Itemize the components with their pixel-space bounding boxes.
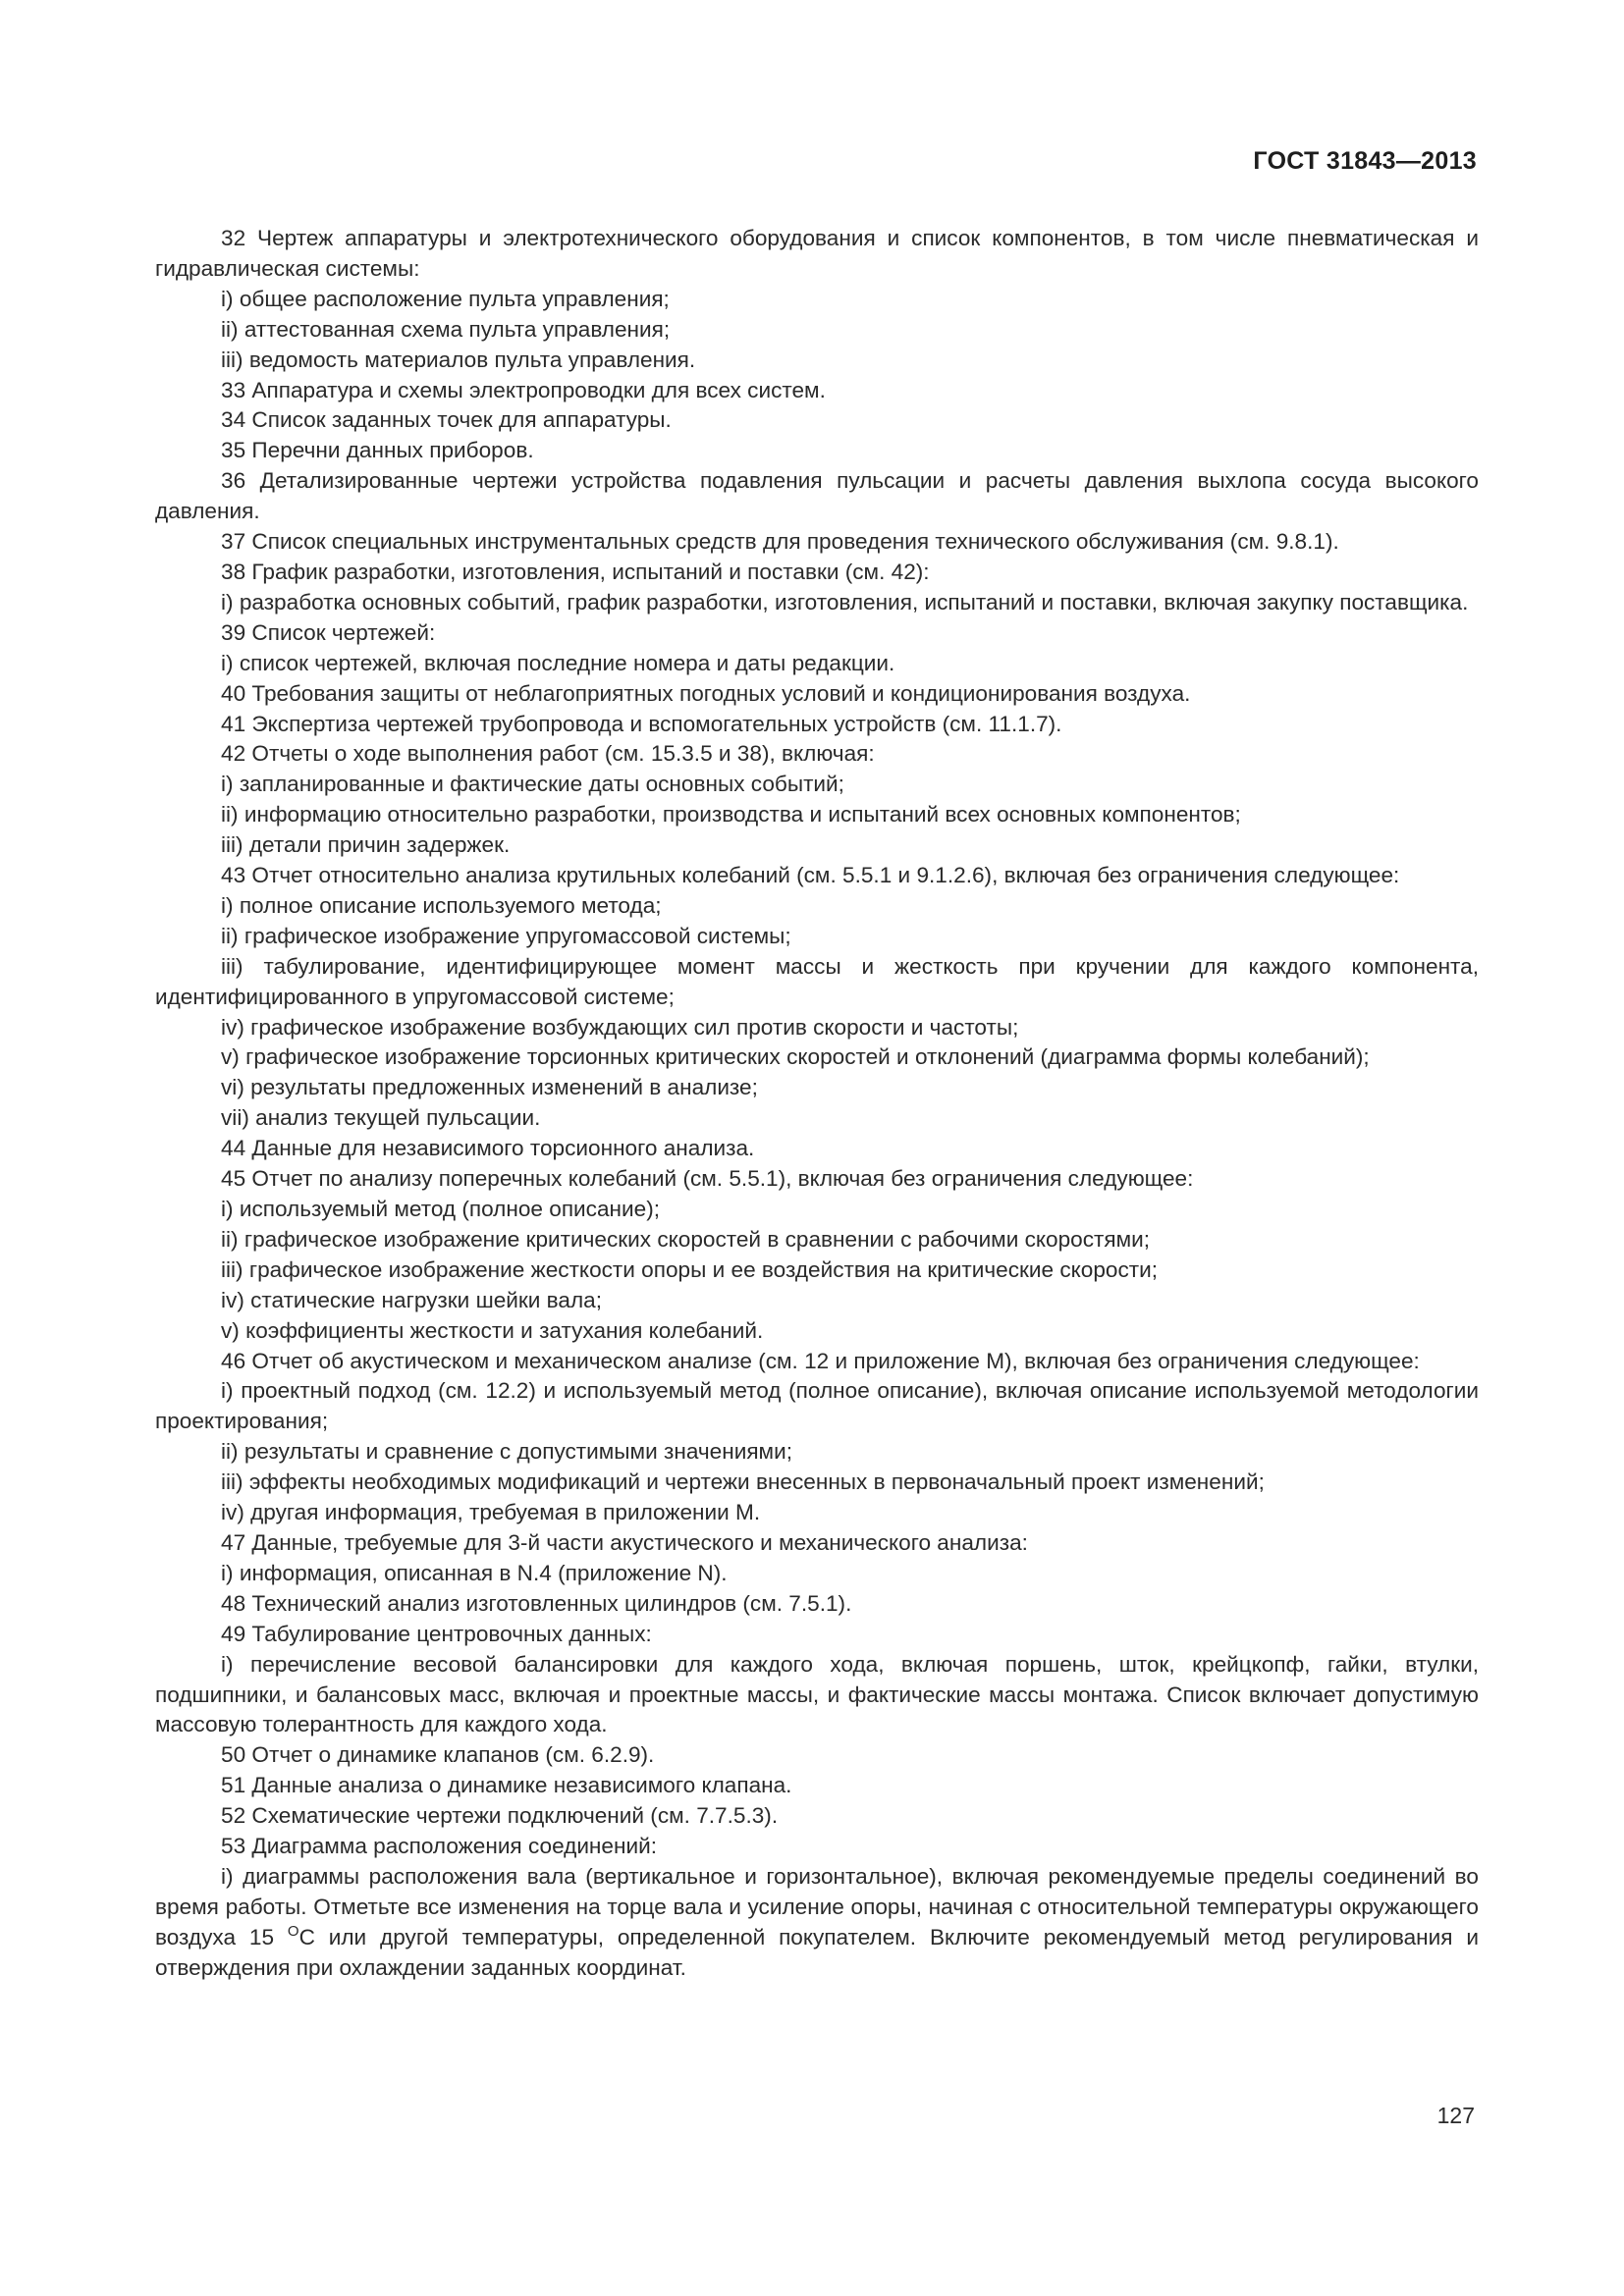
document-body bbox=[155, 224, 1479, 1984]
paragraph-43-vi: vi) результаты предложенных изменений в анализе; bbox=[221, 1075, 758, 1100]
paragraph-51: 51 Данные анализа о динамике независимого клапана. bbox=[221, 1773, 792, 1798]
paragraph-53-i bbox=[155, 1862, 1479, 1984]
paragraph-41: 41 Экспертиза чертежей трубопровода и вспомогательных устройств (см. 11.1.7). bbox=[221, 711, 1062, 736]
paragraph-43-ii: ii) графическое изображение упругомассовой системы; bbox=[221, 923, 791, 948]
paragraph-46: 46 Отчет об акустическом и механическом анализе (см. 12 и приложение М), включая без ограничения следующее: bbox=[221, 1348, 1420, 1373]
paragraph-40: 40 Требования защиты от неблагоприятных погодных условий и кондиционирования воздуха. bbox=[221, 680, 1191, 706]
paragraph-43-i: i) полное описание используемого метода; bbox=[221, 892, 662, 918]
paragraph-36: 36 Детализированные чертежи устройства подавления пульсации и расчеты давления выхлопа сосуда высокого давления. bbox=[155, 468, 1479, 524]
paragraph-42-iii: iii) детали причин задержек. bbox=[221, 832, 511, 858]
paragraph-47: 47 Данные, требуемые для 3-й части акустического и механического анализа: bbox=[221, 1529, 1028, 1555]
paragraph-48: 48 Технический анализ изготовленных цилиндров (см. 7.5.1). bbox=[221, 1590, 852, 1616]
paragraph-39-i: i) список чертежей, включая последние номера и даты редакции. bbox=[221, 650, 895, 675]
paragraph-53-i-text-end: С или другой температуры, определенной покупателем. Включите рекомендуемый метод регулирования и отверждения при охлаждении заданных координат. bbox=[155, 1924, 1479, 1980]
paragraph-43-v: v) графическое изображение торсионных критических скоростей и отклонений (диаграмма формы колебаний); bbox=[221, 1044, 1370, 1070]
paragraph-45-v: v) коэффициенты жесткости и затухания колебаний. bbox=[221, 1317, 764, 1343]
paragraph-53: 53 Диаграмма расположения соединений: bbox=[221, 1834, 657, 1859]
paragraph-33: 33 Аппаратура и схемы электропроводки для всех систем. bbox=[221, 377, 826, 402]
paragraph-45-iii: iii) графическое изображение жесткости опоры и ее воздействия на критические скорости; bbox=[221, 1256, 1159, 1282]
paragraph-45-iv: iv) статические нагрузки шейки вала; bbox=[221, 1287, 602, 1312]
paragraph-45-i: i) используемый метод (полное описание); bbox=[221, 1197, 660, 1221]
paragraph-35: 35 Перечни данных приборов. bbox=[221, 438, 534, 463]
degree-superscript: О bbox=[287, 1922, 299, 1940]
paragraph-49-i: i) перечисление весовой балансировки для каждого хода, включая поршень, шток, крейцкопф, гайки, втулки, подшипники, и балансовых масс, включая и проектные массы, и фактические массы монтажа. Список включает допустимую массовую толерантность для каждого хода. bbox=[155, 1651, 1479, 1737]
paragraph-38-i: i) разработка основных событий, график разработки, изготовления, испытаний и поставки, включая закупку поставщика. bbox=[221, 589, 1469, 614]
paragraph-32-iii: iii) ведомость материалов пульта управления. bbox=[221, 347, 696, 372]
paragraph-43-iii: iii) табулирование, идентифицирующее момент массы и жесткость при кручении для каждого компонента, идентифицированного в упругомассовой системе; bbox=[155, 953, 1479, 1009]
paragraph-32: 32 Чертеж аппаратуры и электротехнического оборудования и список компонентов, в том числе пневматическая и гидравлическая системы: bbox=[155, 226, 1479, 281]
paragraph-32-i: i) общее расположение пульта управления; bbox=[221, 286, 670, 311]
paragraph-44: 44 Данные для независимого торсионного анализа. bbox=[221, 1136, 755, 1161]
paragraph-46-iv: iv) другая информация, требуемая в приложении М. bbox=[221, 1500, 761, 1525]
paragraph-42-i: i) запланированные и фактические даты основных событий; bbox=[221, 772, 844, 797]
paragraph-43: 43 Отчет относительно анализа крутильных колебаний (см. 5.5.1 и 9.1.2.6), включая без ограничения следующее: bbox=[221, 863, 1400, 888]
paragraph-34: 34 Список заданных точек для аппаратуры. bbox=[221, 407, 672, 433]
paragraph-42: 42 Отчеты о ходе выполнения работ (см. 15.3.5 и 38), включая: bbox=[221, 741, 875, 767]
paragraph-38: 38 График разработки, изготовления, испытаний и поставки (см. 42): bbox=[221, 559, 930, 584]
paragraph-42-ii: ii) информацию относительно разработки, производства и испытаний всех основных компонентов; bbox=[221, 802, 1241, 828]
paragraph-52: 52 Схематические чертежи подключений (см. 7.7.5.3). bbox=[221, 1803, 779, 1829]
paragraph-46-ii: ii) результаты и сравнение с допустимыми значениями; bbox=[221, 1439, 792, 1465]
paragraph-49: 49 Табулирование центровочных данных: bbox=[221, 1621, 652, 1646]
paragraph-45: 45 Отчет по анализу поперечных колебаний (см. 5.5.1), включая без ограничения следующее: bbox=[221, 1166, 1194, 1192]
paragraph-43-iv: iv) графическое изображение возбуждающих сил против скорости и частоты; bbox=[221, 1014, 1019, 1040]
document-code-header: ГОСТ 31843—2013 bbox=[1253, 147, 1477, 175]
paragraph-46-i: i) проектный подход (см. 12.2) и используемый метод (полное описание), включая описание используемой методологии проектирования; bbox=[155, 1378, 1479, 1434]
paragraph-47-i: i) информация, описанная в N.4 (приложение N). bbox=[221, 1560, 728, 1585]
paragraph-39: 39 Список чертежей: bbox=[221, 619, 436, 645]
paragraph-37: 37 Список специальных инструментальных средств для проведения технического обслуживания (см. 9.8.1). bbox=[221, 529, 1339, 555]
paragraph-32-ii: ii) аттестованная схема пульта управления; bbox=[221, 316, 671, 342]
paragraph-45-ii: ii) графическое изображение критических скоростей в сравнении с рабочими скоростями; bbox=[221, 1226, 1151, 1252]
paragraph-46-iii: iii) эффекты необходимых модификаций и чертежи внесенных в первоначальный проект изменений; bbox=[221, 1469, 1265, 1495]
paragraph-50: 50 Отчет о динамике клапанов (см. 6.2.9). bbox=[221, 1742, 655, 1768]
paragraph-43-vii: vii) анализ текущей пульсации. bbox=[221, 1105, 541, 1131]
paragraph-53-i-text-start: i) диаграммы расположения вала (вертикальное и горизонтальное), включая рекомендуемые пределы соединений во время работы. Отметьте все изменения на торце вала и усиление опоры, начиная с относительной температуры окружающего воздуха 15 bbox=[155, 1863, 1479, 1949]
page-number: 127 bbox=[1436, 2103, 1475, 2128]
